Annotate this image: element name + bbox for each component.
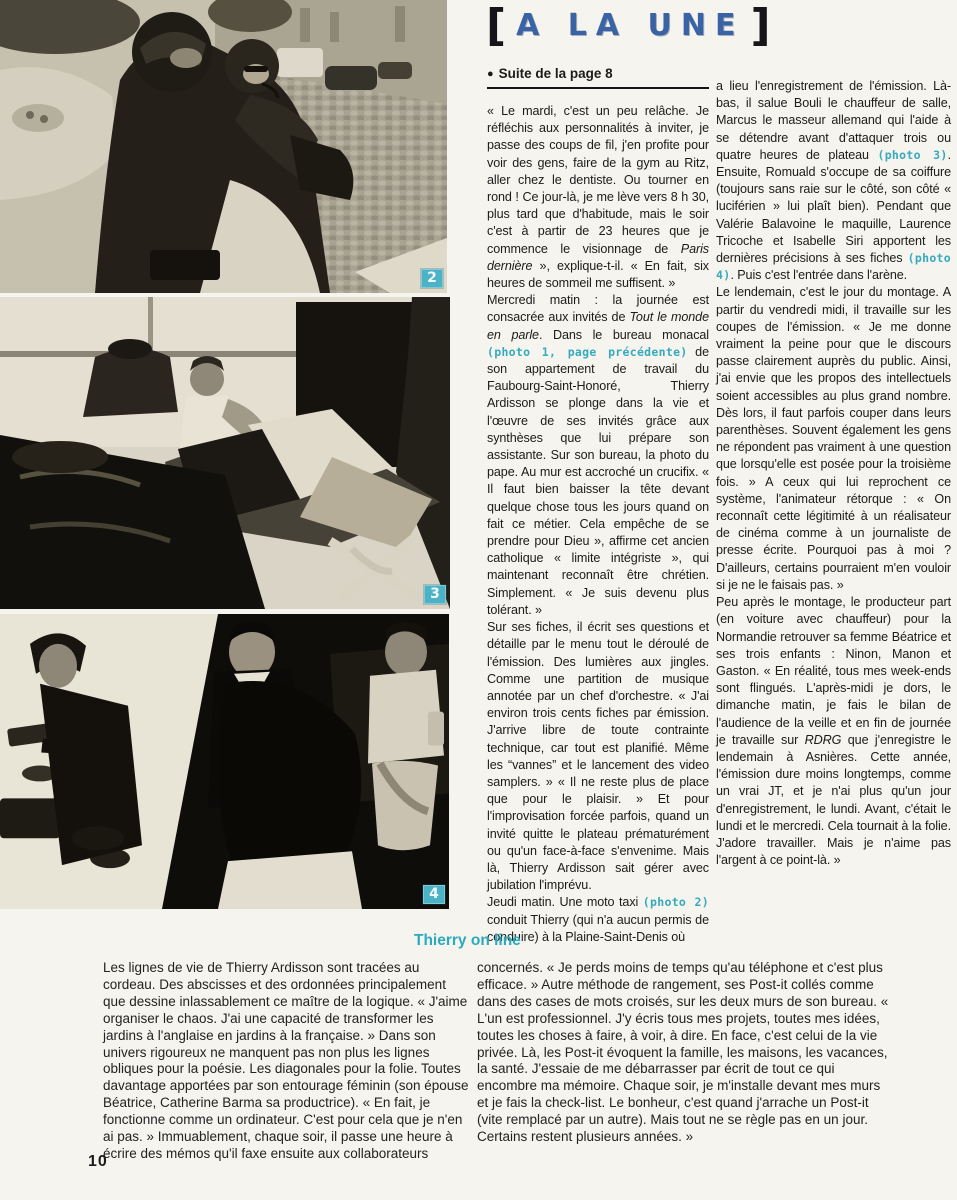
- paragraph: [716, 284, 951, 594]
- photo-badge: 2: [421, 269, 443, 288]
- photo-reference: (photo 3): [877, 147, 948, 162]
- masthead-open-bracket-icon: [: [486, 0, 507, 51]
- photo-badge: 3: [424, 585, 446, 604]
- article-column-1: [487, 103, 709, 944]
- text-segment: Jeudi matin. Une moto taxi: [487, 895, 643, 910]
- sidebar-column-1: Les lignes de vie de Thierry Ardisson sont tracées au cordeau. Des abscisses et des ordonnées principalement que dessine inlassablement ce maître de la logique. « J'aime organiser le chaos. J'ai une capacité de transformer les jardins à l'anglaise en jardins à la française. » Dans son univers rigoureux ne manquent pas non plus les lignes obliques pour la poésie. Les diagonales pour la folie. Toutes davantage apportées par son entourage féminin (son épouse Béatrice, Catherine Barma sa productrice). « En fait, je fonctionne comme un ordinateur. C'est pour cela que je n'en ai pas. » Immuablement, chaque soir, il passe une heure à écrire des mémos qu'il faxe ensuite aux collaborateurs: [103, 960, 469, 1161]
- paragraph: [716, 78, 951, 284]
- text-segment: a lieu l'enregistrement de l'émission. Là-bas, il salue Bouli le chauffeur de salle, Marcus le masseur allemand qui l'aide à se détendre avant d'attaquer trois ou quatre heures de plateau: [716, 79, 951, 162]
- photo-reference: (photo 4): [716, 251, 951, 283]
- photo-reference: (photo 2): [642, 895, 709, 910]
- continuation-note: [487, 66, 709, 89]
- photo-moto-taxi: [0, 0, 447, 293]
- text-segment: Le lendemain, c'est le jour du montage. A partir du vendredi midi, il travaille sur les coupes de l'émission. « Je me donne vraiment la peine pour que le discours passe clairement auprès du public. Ainsi, j'ai envie que les propos des intellectuels soient accessibles au plus grand nombre. Dès lors, il faut parfois couper dans leurs parenthèses. Souvent également les gens ne répondent pas vraiment à une question que lorsqu'elle est posée pour la troisième fois. » A ceux qui lui reprochent ce système, l'animateur rétorque : « On reconnaît cette légitimité à un réalisateur de cinéma comme à un journaliste de presse écrite. Pourquoi pas à moi ? D'ailleurs, certains pourraient m'en vouloir si je ne le faisais pas. »: [716, 285, 951, 592]
- text-segment: Mercredi matin : la journée est consacrée aux invités de: [487, 293, 709, 325]
- bullet-icon: ●: [487, 68, 494, 80]
- paragraph: [487, 619, 709, 894]
- moto-taxi-photo-art: [0, 0, 447, 293]
- sidebar-title: Thierry on line: [414, 932, 521, 949]
- massage-photo-art: [0, 297, 450, 609]
- makeup-room-photo-art: [0, 614, 449, 909]
- photo-badge: 4: [423, 885, 445, 904]
- text-segment: Tout le monde en parle: [487, 310, 709, 342]
- text-segment: que j'enregistre le lendemain à Asnières. Cette année, l'émission dure moins longtemps, comme un vrai JT, et je n'ai plus qu'un jour d'enregistrement, le lundi. Avant, c'était le lundi et le mercredi. Cela tournait à la folie. J'adore travailler. Mais je n'aime pas l'argent à ce point-là. »: [716, 732, 951, 868]
- photo-massage: [0, 297, 450, 609]
- text-segment: de son appartement de travail du Faubourg-Saint-Honoré, Thierry Ardisson se plonge dans la vie et l'œuvre de ses invités grâce aux synthèses que lui prépare son assistante. Sur son bureau, la photo du pape. Au mur est accroché un crucifix. « Il faut bien baisser la tête devant quelque chose tous les jours quand on fait ce métier. Cela empêche de se prendre pour Dieu », affirme cet ancien catholique « limite intégriste », qui maintenant reconnaît être chrétien. Simplement. « Je suis devenu plus tolérant. »: [487, 344, 709, 617]
- section-masthead: [486, 0, 771, 51]
- photo-makeup-room: [0, 614, 449, 909]
- text-segment: « Le mardi, c'est un peu relâche. Je réfléchis aux personnalités à inviter, je passe des coups de fil, j'en profite pour voir des gens, faire de la gym au Ritz, aller chez le dentiste. Ou tourner en rond ! Ce jour-là, je me lève vers 8 h 30, plus tard que d'habitude, mais le soir c'est à partir de 23 heures que je commence le visionnage de: [487, 104, 709, 256]
- paragraph: [487, 292, 709, 619]
- text-segment: . Puis c'est l'entrée dans l'arène.: [730, 268, 908, 283]
- continuation-label: Suite de la page 8: [498, 66, 613, 81]
- photo-reference: (photo 1, page précédente): [487, 344, 688, 359]
- text-segment: Peu après le montage, le producteur part (en voiture avec chauffeur) pour la Normandie retrouver sa femme Béatrice et ses trois enfants : Ninon, Manon et Gaston. « En réalité, tous mes week-ends sont flingués. L'après-midi je dors, le dimanche matin, je fais le bilan de l'audience de la veille et en fin de journée je travaille sur: [716, 595, 951, 747]
- text-segment: . Ensuite, Romuald s'occupe de sa coiffure (toujours sans raie sur le côté, son côté « luciférien » lui plaît bien). Pendant que Valérie Balavoine le maquille, Laurence Tricoche et Isabelle Siri apportent les dernières précisions à ses fiches: [716, 147, 951, 266]
- text-segment: », explique-t-il. « En fait, six heures de sommeil me suffisent. »: [487, 258, 709, 291]
- page-number: 10: [88, 1153, 108, 1170]
- text-segment: RDRG: [804, 732, 842, 747]
- paragraph: [716, 594, 951, 869]
- text-segment: Sur ses fiches, il écrit ses questions et détaille par le menu tout le déroulé de l'émission. Des lumières aux jingles. Comme une partition de musique annotée par un chef d'orchestre. « J'ai environ trois cents fiches par émission. J'arrive libre de toute contrainte technique, car tout est planifié. Même les “vannes” et le lancement des video samplers. » « Il ne reste plus de place que pour le plaisir. » Et pour l'improvisation forcée parfois, quand un invité quitte le plateau prématurément ou qu'un face-à-face s'envenime. Mais là, Thierry Ardisson sait gérer avec jubilation l'imprévu.: [487, 620, 709, 893]
- paragraph: [487, 103, 709, 292]
- masthead-close-bracket-icon: ]: [750, 0, 771, 51]
- section-title: A LA UNE: [516, 8, 745, 43]
- text-segment: Paris dernière: [487, 241, 709, 273]
- text-segment: conduit Thierry (qui n'a aucun permis de conduire) à la Plaine-Saint-Denis où: [487, 912, 709, 944]
- article-column-2: [716, 78, 951, 928]
- text-segment: . Dans le bureau monacal: [538, 327, 709, 342]
- sidebar-column-2: concernés. « Je perds moins de temps qu'au téléphone et c'est plus efficace. » Autre méthode de rangement, ses Post-it collés comme dans des cases de mots croisés, sur les deux murs de son bureau. « L'un est professionnel. J'y écris tous mes projets, toutes mes idées, toutes les choses à faire, à voir, à dire. En face, c'est celui de la vie privée. Là, les Post-it évoquent la famille, les maisons, les vacances, la santé. J'essaie de me débarrasser par écrit de tout ce qui encombre ma mémoire. Chaque soir, je m'installe devant mes murs et je fais la check-list. Le bonheur, c'est quand j'arrache un Post-it (vite remplacé par un autre). Mais tout ne se règle pas en un jour. Certains restent plusieurs années. »: [477, 960, 889, 1145]
